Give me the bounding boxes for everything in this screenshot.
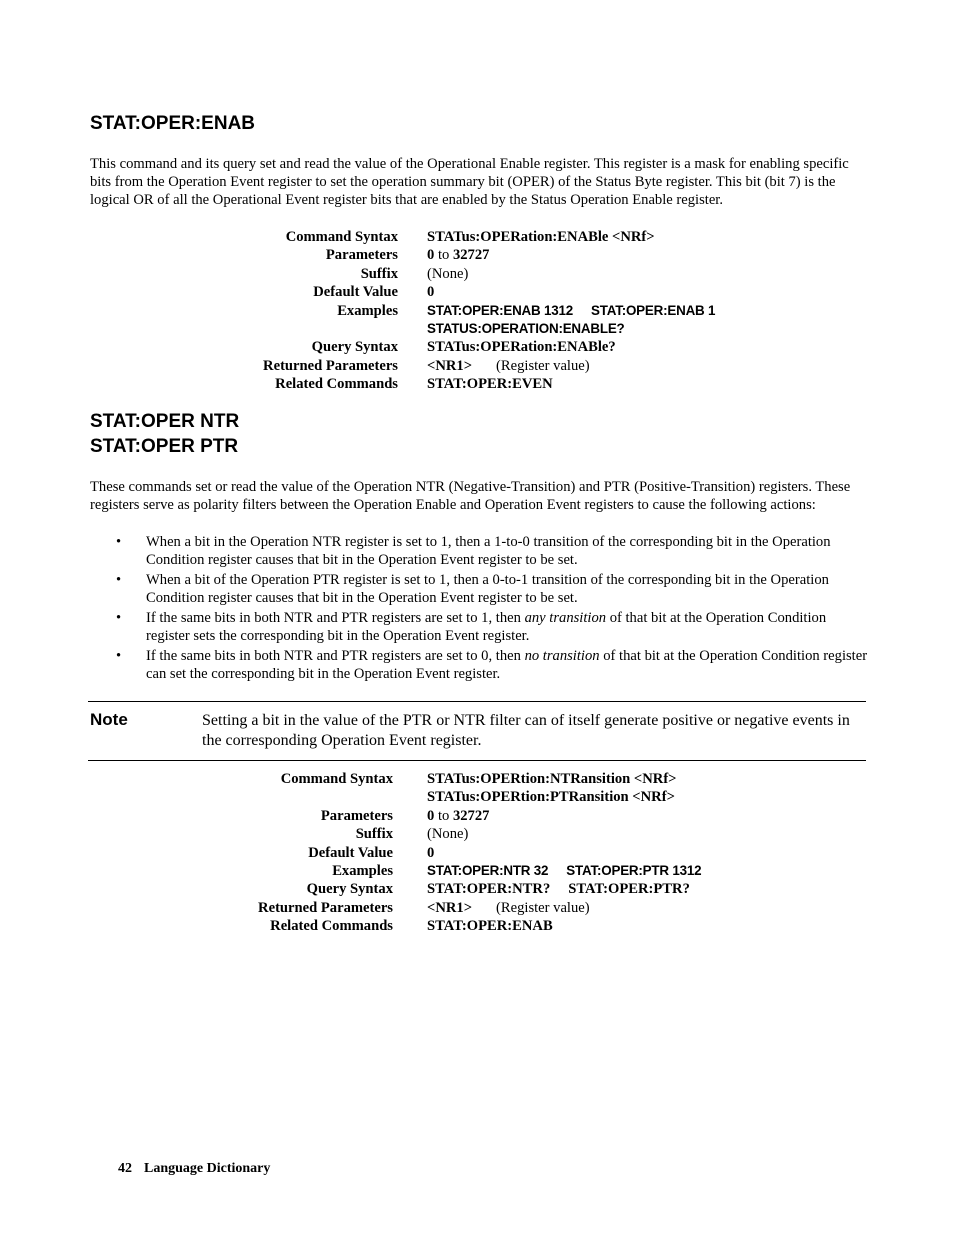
row-default [0,844,954,862]
row-examples [0,302,954,320]
list-item [90,609,870,645]
bullet-icon: • [116,572,122,588]
row-examples-cont [0,320,954,338]
label: Examples [337,302,398,319]
list-item [90,571,870,607]
footer-title: Language Dictionary [144,1161,271,1176]
label: Examples [332,862,393,879]
bullet-text: When a bit of the Operation PTR register is set to 1, then a 0-to-1 transition of the corresponding bit in the Operation Condition register causes that bit in the Operation Event register to be set. [146,572,829,606]
example: STAT:OPER:PTR 1312 [566,862,702,878]
row-default [0,283,954,301]
row-command-syntax-cont [0,788,954,806]
row-related-commands [0,917,954,935]
value: STATus:OPERation:ENABle <NRf> [427,229,655,245]
value [427,357,590,375]
row-command-syntax [0,770,954,788]
row-parameters [0,807,954,825]
note-label: Note [90,710,128,729]
row-returned-parameters [0,357,954,375]
value: (None) [427,265,469,282]
label: Query Syntax [311,339,398,356]
param-max: 32727 [452,247,490,264]
list-item [90,647,870,683]
example: STAT:OPER:ENAB 1312 [427,302,574,318]
section-heading-stat-oper-ptr: STAT:OPER PTR [90,436,239,457]
label: Parameters [325,247,398,264]
section-heading-stat-oper-enab: STAT:OPER:ENAB [90,113,256,134]
bullet-list [90,533,870,685]
row-related-commands [0,375,954,393]
value [427,862,701,880]
value: STATus:OPERation:ENABle? [427,339,616,356]
value [427,880,690,898]
bullet-icon: • [116,648,122,664]
value: STAT:OPER:EVEN [427,376,553,393]
value: 0 [427,844,435,861]
section-description: This command and its query set and read the value of the Operational Enable register. This register is a mask for enabling specific bits from the Operation Event register to set the operation summary bit (OPER) of the Status Byte register. This bit (bit 7) is the logical OR of all the Operational Event register bits that are enabled by the Status Operation Enable register. [90,156,849,208]
value [427,302,715,320]
label: Returned Parameters [258,899,393,916]
row-parameters [0,246,954,264]
label: Related Commands [270,918,393,935]
label: Suffix [355,826,393,843]
page-number: 42 [118,1161,132,1176]
row-query-syntax [0,338,954,356]
returned-desc: (Register value) [496,357,590,374]
bullet-text: If the same bits in both NTR and PTR registers are set to 0, then no transition of that bit at the Operation Condition register can set the corresponding bit in the Operation Event register. [146,648,868,682]
row-returned-parameters [0,899,954,917]
value: 0 [427,284,435,301]
list-item [90,533,870,569]
label: Related Commands [275,376,398,393]
value: STAT:OPER:ENAB [427,918,553,935]
label: Query Syntax [306,881,393,898]
page-footer [118,1161,270,1177]
row-suffix [0,825,954,843]
value [427,807,489,825]
bullet-icon: • [116,534,122,550]
param-to: to [434,807,453,824]
example: STAT:OPER:NTR 32 [427,862,549,878]
example: STAT:OPER:ENAB 1 [591,302,716,318]
returned-code: <NR1> [427,357,473,374]
bullet-icon: • [116,610,122,626]
value: STATus:OPERtion:NTRansition <NRf> [427,771,677,787]
returned-desc: (Register value) [496,899,590,916]
bullet-text: If the same bits in both NTR and PTR registers are set to 1, then any transition of that bit at the Operation Condition register sets the corresponding bit in the Operation Event register. [146,610,827,644]
value: STATus:OPERtion:PTRansition <NRf> [427,789,675,806]
param-max: 32727 [452,807,490,824]
label: Default Value [313,284,398,301]
param-min: 0 [427,247,435,264]
command-table-enab [0,228,954,394]
param-to: to [434,247,453,264]
value [427,899,590,917]
label: Parameters [320,807,393,824]
value [427,246,489,264]
label: Suffix [360,265,398,282]
label: Command Syntax [280,771,393,787]
row-examples [0,862,954,880]
note-bottom-divider [88,760,866,761]
command-table-ntr-ptr [0,770,954,936]
query: STAT:OPER:NTR? [427,881,551,898]
section-description: These commands set or read the value of the Operation NTR (Negative-Transition) and PTR (Positive-Transition) registers. These registers serve as polarity filters between the Operation Enable and Operation Event registers to cause the following actions: [90,479,851,513]
label: Returned Parameters [263,357,398,374]
bullet-text: When a bit in the Operation NTR register is set to 1, then a 1-to-0 transition of the corresponding bit in the Operation Condition register causes that bit in the Operation Event register to be set. [146,534,831,568]
note-top-divider [88,701,866,702]
example: STATUS:OPERATION:ENABLE? [427,320,625,336]
returned-code: <NR1> [427,899,473,916]
label: Command Syntax [285,229,398,245]
row-command-syntax [0,228,954,246]
label: Default Value [308,844,393,861]
param-min: 0 [427,807,435,824]
row-query-syntax [0,880,954,898]
query: STAT:OPER:PTR? [568,881,690,898]
section-heading-stat-oper-ntr: STAT:OPER NTR [90,411,240,432]
note-text: Setting a bit in the value of the PTR or NTR filter can of itself generate positive or negative events in the corresponding Operation Event register. [202,712,850,749]
row-suffix [0,265,954,283]
value: (None) [427,826,469,843]
